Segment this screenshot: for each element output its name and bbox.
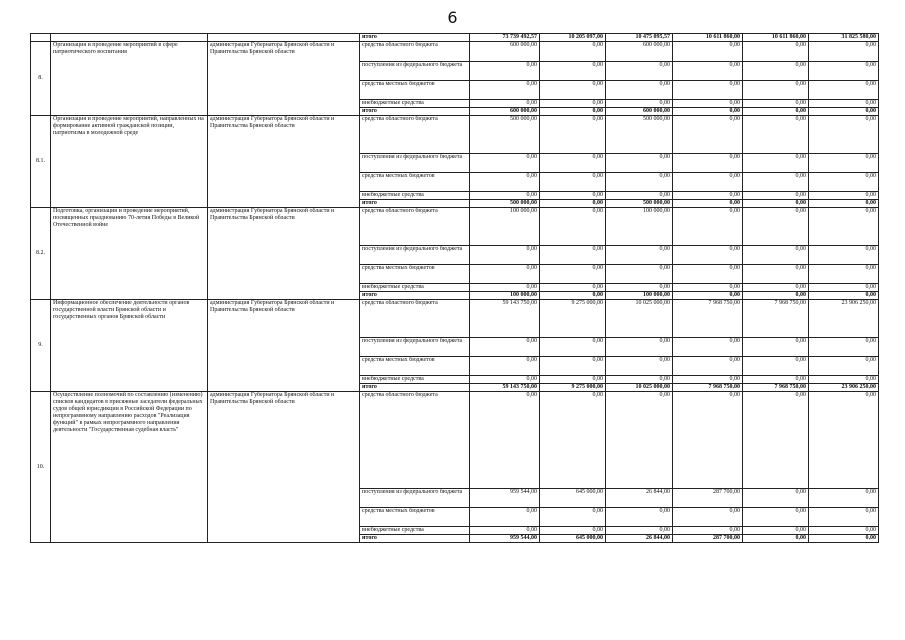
amount-cell: 0,00 [470,527,540,535]
empty-cell [51,34,208,42]
source-cell: внебюджетные средства [360,284,470,292]
amount-cell: 0,00 [743,284,809,292]
amount-cell: 0,00 [809,392,879,489]
source-cell: внебюджетные средства [360,376,470,384]
amount-cell: 26 844,00 [606,489,673,508]
amount-cell: 0,00 [540,108,606,116]
amount-cell: 0,00 [540,338,606,357]
funding-row [31,116,879,154]
amount-cell: 0,00 [809,208,879,246]
amount-cell: 9 275 000,00 [540,300,606,338]
source-cell: средства областного бюджета [360,42,470,62]
amount-cell: 23 906 250,00 [809,384,879,392]
funding-row [31,42,879,62]
empty-cell [208,34,360,42]
activity-name: Информационное обеспечение деятельности органов государственной власти Брянской области и государственных органов Брянской области [51,300,208,392]
amount-cell: 0,00 [470,284,540,292]
executor-name: администрация Губернатора Брянской области и Правительства Брянской области [208,116,360,208]
amount-cell: 0,00 [673,62,743,81]
source-cell: итого [360,292,470,300]
amount-cell: 0,00 [673,357,743,376]
amount-cell: 0,00 [743,265,809,284]
amount-cell: 0,00 [540,42,606,62]
amount-cell: 0,00 [470,392,540,489]
activity-name: Организация и проведение мероприятий, направленных на формирование активной гражданской позиции, патриотизма в молодежной среде [51,116,208,208]
amount-cell: 0,00 [470,508,540,527]
amount-cell: 500 000,00 [606,200,673,208]
amount-cell: 0,00 [809,108,879,116]
source-cell: внебюджетные средства [360,527,470,535]
amount-cell: 10 025 000,00 [606,300,673,338]
amount-cell: 0,00 [673,42,743,62]
executor-name: администрация Губернатора Брянской области и Правительства Брянской области [208,300,360,392]
budget-table [30,33,879,543]
amount-cell: 0,00 [809,527,879,535]
funding-row [31,300,879,338]
amount-cell: 0,00 [673,265,743,284]
table-body [31,34,879,543]
amount-cell: 0,00 [540,392,606,489]
activity-name: Осуществление полномочий по составлению (изменению) списков кандидатов в присяжные заседатели федеральных судов общей юрисдикции в Российской Федерации по непрограммному направлению расходов "Реализация функций" в рамках непрограммного направления деятельности "Государственная судебная власть" [51,392,208,543]
amount-cell: 959 544,00 [470,489,540,508]
amount-cell: 0,00 [540,200,606,208]
amount-cell: 59 143 750,00 [470,300,540,338]
amount-cell: 0,00 [743,192,809,200]
amount-cell: 10 205 097,00 [540,34,606,42]
amount-cell: 0,00 [743,338,809,357]
source-cell: средства местных бюджетов [360,265,470,284]
amount-cell: 600 000,00 [606,108,673,116]
amount-cell: 0,00 [743,527,809,535]
amount-cell: 7 968 750,00 [743,384,809,392]
amount-cell: 0,00 [743,508,809,527]
funding-row [31,208,879,246]
amount-cell: 0,00 [606,508,673,527]
amount-cell: 0,00 [540,265,606,284]
row-number: 8.1. [31,116,51,208]
amount-cell: 0,00 [540,292,606,300]
amount-cell: 0,00 [540,192,606,200]
source-cell: средства местных бюджетов [360,81,470,100]
amount-cell: 0,00 [809,292,879,300]
amount-cell: 0,00 [470,338,540,357]
source-cell: внебюджетные средства [360,100,470,108]
source-cell: итого [360,108,470,116]
amount-cell: 23 906 250,00 [809,300,879,338]
amount-cell: 10 611 860,00 [673,34,743,42]
activity-name: Подготовка, организация и проведение мероприятий, посвященных празднованию 70-летия Победы в Великой Отечественной войне [51,208,208,300]
source-cell: средства местных бюджетов [360,357,470,376]
amount-cell: 0,00 [743,116,809,154]
amount-cell: 0,00 [809,100,879,108]
amount-cell: 0,00 [540,81,606,100]
amount-cell: 0,00 [540,100,606,108]
amount-cell: 0,00 [743,154,809,173]
amount-cell: 0,00 [673,173,743,192]
source-cell: внебюджетные средства [360,192,470,200]
amount-cell: 0,00 [809,154,879,173]
amount-cell: 0,00 [743,392,809,489]
source-cell: средства областного бюджета [360,300,470,338]
amount-cell: 9 275 000,00 [540,384,606,392]
source-cell: поступления из федерального бюджета [360,62,470,81]
amount-cell: 500 000,00 [470,116,540,154]
amount-cell: 0,00 [743,292,809,300]
amount-cell: 0,00 [673,200,743,208]
amount-cell: 0,00 [540,208,606,246]
amount-cell: 0,00 [673,527,743,535]
source-cell: поступления из федерального бюджета [360,154,470,173]
amount-cell: 10 611 860,00 [743,34,809,42]
amount-cell: 26 844,00 [606,535,673,543]
amount-cell: 0,00 [673,192,743,200]
amount-cell: 0,00 [673,338,743,357]
amount-cell: 10 475 095,57 [606,34,673,42]
amount-cell: 0,00 [743,100,809,108]
amount-cell: 100 000,00 [606,292,673,300]
amount-cell: 0,00 [743,108,809,116]
amount-cell: 100 000,00 [470,292,540,300]
amount-cell: 0,00 [470,100,540,108]
amount-cell: 7 968 750,00 [673,384,743,392]
amount-cell: 0,00 [673,392,743,489]
amount-cell: 0,00 [673,100,743,108]
amount-cell: 0,00 [809,42,879,62]
amount-cell: 0,00 [606,100,673,108]
amount-cell: 73 739 492,57 [470,34,540,42]
amount-cell: 0,00 [540,508,606,527]
amount-cell: 287 700,00 [673,489,743,508]
row-number: 9. [31,300,51,392]
amount-cell: 0,00 [743,376,809,384]
source-cell: средства областного бюджета [360,116,470,154]
source-cell: поступления из федерального бюджета [360,489,470,508]
amount-cell: 600 000,00 [606,42,673,62]
amount-cell: 0,00 [809,265,879,284]
amount-cell: 0,00 [470,357,540,376]
amount-cell: 0,00 [743,81,809,100]
amount-cell: 0,00 [673,208,743,246]
empty-cell [31,34,51,42]
page-number: 6 [447,8,458,27]
row-number: 8.2. [31,208,51,300]
amount-cell: 0,00 [606,376,673,384]
amount-cell: 0,00 [673,81,743,100]
source-cell: поступления из федерального бюджета [360,246,470,265]
amount-cell: 0,00 [540,116,606,154]
amount-cell: 0,00 [606,81,673,100]
amount-cell: 0,00 [606,246,673,265]
amount-cell: 0,00 [470,173,540,192]
amount-cell: 0,00 [470,246,540,265]
amount-cell: 0,00 [470,192,540,200]
amount-cell: 0,00 [540,284,606,292]
amount-cell: 0,00 [743,42,809,62]
amount-cell: 0,00 [743,246,809,265]
amount-cell: 0,00 [540,357,606,376]
row-number: 8. [31,42,51,116]
amount-cell: 600 000,00 [470,42,540,62]
amount-cell: 100 000,00 [470,208,540,246]
source-cell: итого [360,535,470,543]
amount-cell: 0,00 [606,284,673,292]
amount-cell: 0,00 [809,489,879,508]
amount-cell: 7 968 750,00 [673,300,743,338]
amount-cell: 100 000,00 [606,208,673,246]
amount-cell: 500 000,00 [606,116,673,154]
top-itogo-row [31,34,879,42]
amount-cell: 0,00 [743,173,809,192]
row-number: 10. [31,392,51,543]
amount-cell: 0,00 [606,192,673,200]
amount-cell: 0,00 [606,392,673,489]
amount-cell: 0,00 [470,62,540,81]
source-cell: средства областного бюджета [360,392,470,489]
amount-cell: 0,00 [673,116,743,154]
amount-cell: 0,00 [606,173,673,192]
amount-cell: 0,00 [743,535,809,543]
amount-cell: 0,00 [470,81,540,100]
source-cell: поступления из федерального бюджета [360,338,470,357]
amount-cell: 0,00 [606,338,673,357]
amount-cell: 959 544,00 [470,535,540,543]
amount-cell: 287 700,00 [673,535,743,543]
amount-cell: 0,00 [673,292,743,300]
amount-cell: 0,00 [743,200,809,208]
amount-cell: 0,00 [673,246,743,265]
amount-cell: 0,00 [809,81,879,100]
funding-row [31,392,879,489]
amount-cell: 0,00 [809,62,879,81]
source-cell: средства местных бюджетов [360,173,470,192]
executor-name: администрация Губернатора Брянской области и Правительства Брянской области [208,208,360,300]
amount-cell: 0,00 [540,376,606,384]
amount-cell: 0,00 [606,154,673,173]
source-cell: средства областного бюджета [360,208,470,246]
amount-cell: 0,00 [606,265,673,284]
amount-cell: 0,00 [743,208,809,246]
amount-cell: 0,00 [809,357,879,376]
amount-cell: 0,00 [606,62,673,81]
amount-cell: 0,00 [809,116,879,154]
amount-cell: 0,00 [470,265,540,284]
amount-cell: 0,00 [809,376,879,384]
amount-cell: 645 000,00 [540,535,606,543]
amount-cell: 10 025 000,00 [606,384,673,392]
amount-cell: 600 000,00 [470,108,540,116]
amount-cell: 0,00 [743,62,809,81]
source-cell: итого [360,384,470,392]
amount-cell: 0,00 [470,376,540,384]
amount-cell: 0,00 [809,173,879,192]
amount-cell: 0,00 [606,357,673,376]
executor-name: администрация Губернатора Брянской области и Правительства Брянской области [208,392,360,543]
amount-cell: 0,00 [540,173,606,192]
source-cell: средства местных бюджетов [360,508,470,527]
amount-cell: 0,00 [809,200,879,208]
amount-cell: 0,00 [673,284,743,292]
executor-name: администрация Губернатора Брянской области и Правительства Брянской области [208,42,360,116]
amount-cell: 0,00 [470,154,540,173]
amount-cell: 0,00 [540,246,606,265]
amount-cell: 0,00 [673,376,743,384]
amount-cell: 0,00 [673,108,743,116]
amount-cell: 59 143 750,00 [470,384,540,392]
amount-cell: 31 825 580,00 [809,34,879,42]
source-cell: итого [360,34,470,42]
amount-cell: 0,00 [809,508,879,527]
activity-name: Организация и проведение мероприятий в сфере патриотического воспитания [51,42,208,116]
amount-cell: 0,00 [809,535,879,543]
amount-cell: 0,00 [673,508,743,527]
amount-cell: 0,00 [809,338,879,357]
amount-cell: 0,00 [809,246,879,265]
amount-cell: 0,00 [606,527,673,535]
amount-cell: 645 000,00 [540,489,606,508]
amount-cell: 0,00 [673,154,743,173]
amount-cell: 7 968 750,00 [743,300,809,338]
amount-cell: 0,00 [743,489,809,508]
amount-cell: 0,00 [743,357,809,376]
amount-cell: 0,00 [809,192,879,200]
source-cell: итого [360,200,470,208]
amount-cell: 0,00 [540,62,606,81]
amount-cell: 0,00 [809,284,879,292]
amount-cell: 500 000,00 [470,200,540,208]
amount-cell: 0,00 [540,527,606,535]
amount-cell: 0,00 [540,154,606,173]
